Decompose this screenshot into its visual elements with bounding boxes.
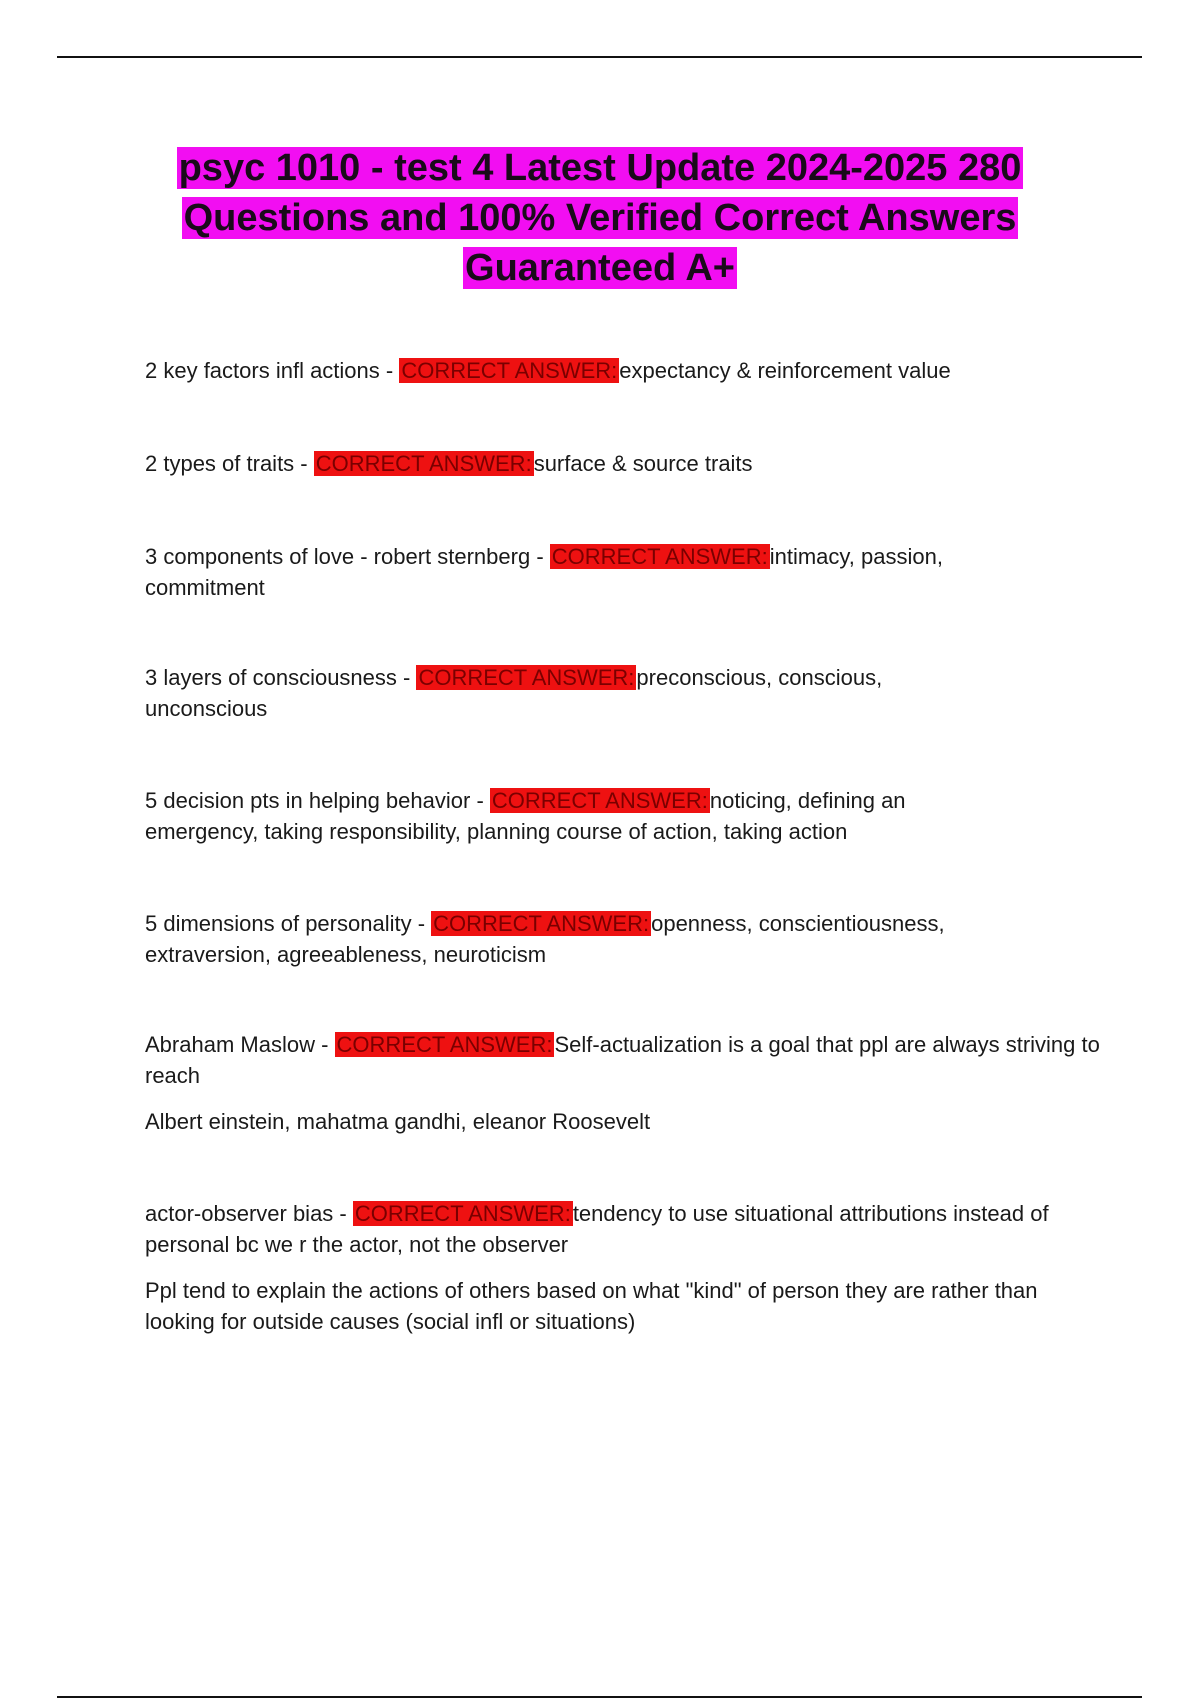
entry-prompt: 5 dimensions of personality - [145, 911, 432, 936]
entry-answer: noticing, defining an emergency, taking responsibility, planning course of action, taking action [145, 788, 906, 844]
correct-answer-tag: CORRECT ANSWER: [315, 451, 532, 476]
entry-prompt: 3 components of love - robert sternberg - [145, 544, 550, 569]
entry-prompt: actor-observer bias - [145, 1201, 353, 1226]
entry-answer: preconscious, conscious, unconscious [145, 665, 883, 721]
entry-prompt: Abraham Maslow - [145, 1032, 335, 1057]
qa-entry [145, 1029, 1105, 1137]
entry-answer: surface & source traits [533, 451, 753, 476]
qa-entry [145, 541, 1045, 603]
qa-entry [145, 448, 1105, 479]
entry-prompt: 2 types of traits - [145, 451, 314, 476]
qa-entry [145, 785, 1015, 847]
entry-note: Albert einstein, mahatma gandhi, eleanor Roosevelt [145, 1109, 651, 1134]
document-title-block [100, 143, 1100, 293]
qa-entry [145, 355, 1105, 386]
entry-note: Ppl tend to explain the actions of others based on what "kind" of person they are rather than looking for outside causes (social infl or situations) [145, 1278, 1038, 1334]
document-title: psyc 1010 - test 4 Latest Update 2024-2025 280 Questions and 100% Verified Correct Answers Guaranteed A+ [178, 147, 1022, 289]
correct-answer-tag: CORRECT ANSWER: [354, 1201, 571, 1226]
entry-prompt: 2 key factors infl actions - [145, 358, 400, 383]
correct-answer-tag: CORRECT ANSWER: [551, 544, 768, 569]
entry-answer: openness, conscientiousness, extraversion, agreeableness, neuroticism [145, 911, 945, 967]
entry-answer: tendency to use situational attributions instead of personal bc we r the actor, not the observer [145, 1201, 1049, 1257]
entry-prompt: 5 decision pts in helping behavior - [145, 788, 490, 813]
correct-answer-tag: CORRECT ANSWER: [433, 911, 650, 936]
qa-entry [145, 908, 1045, 970]
entry-answer: intimacy, passion, commitment [145, 544, 943, 600]
qa-entry [145, 1198, 1105, 1337]
bottom-divider [57, 1696, 1142, 1698]
top-divider [57, 56, 1142, 58]
correct-answer-tag: CORRECT ANSWER: [491, 788, 708, 813]
entry-answer: expectancy & reinforcement value [619, 358, 951, 383]
correct-answer-tag: CORRECT ANSWER: [418, 665, 635, 690]
entry-answer: Self-actualization is a goal that ppl are always striving to reach [145, 1032, 1100, 1088]
correct-answer-tag: CORRECT ANSWER: [336, 1032, 553, 1057]
qa-entry [145, 662, 995, 724]
entry-prompt: 3 layers of consciousness - [145, 665, 417, 690]
correct-answer-tag: CORRECT ANSWER: [401, 358, 618, 383]
